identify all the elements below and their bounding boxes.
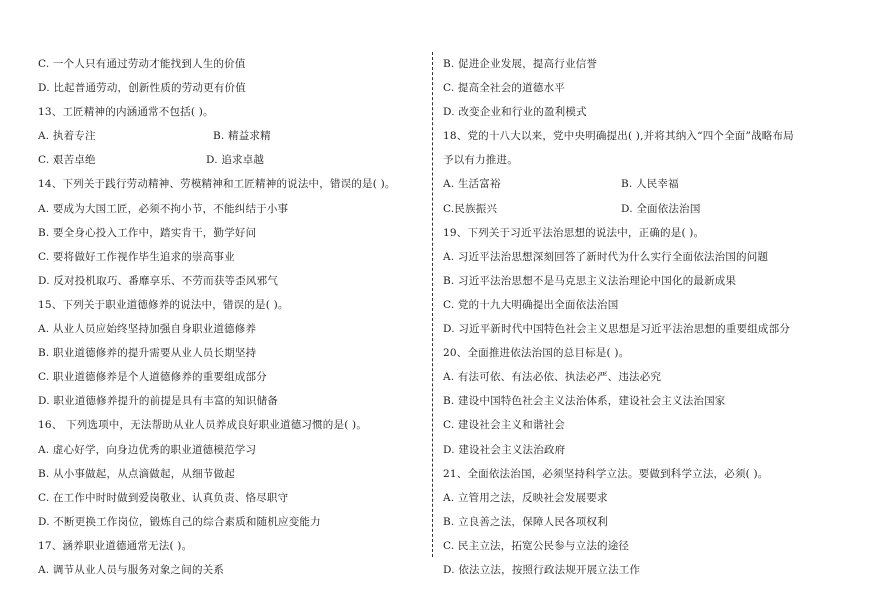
question-15: 15、下列关于职业道德修养的说法中，错误的是( )。 bbox=[38, 298, 289, 311]
option-c: C. 艰苦卓绝 bbox=[38, 154, 96, 167]
left-column bbox=[38, 52, 423, 582]
option-line: A. 从业人员应始终坚持加强自身职业道德修养 bbox=[38, 323, 257, 336]
option-line: B. 建设中国特色社会主义法治体系，建设社会主义法治国家 bbox=[443, 395, 726, 408]
option-line: D. 改变企业和行业的盈利模式 bbox=[443, 106, 587, 119]
option-line: C. 一个人只有通过劳动才能找到人生的价值 bbox=[38, 58, 246, 70]
option-line: C. 在工作中时时做到爱岗敬业、认真负责、恪尽职守 bbox=[38, 491, 289, 504]
question-20: 20、全面推进依法治国的总目标是( )。 bbox=[443, 347, 630, 360]
question-13: 13、工匠精神的内涵通常不包括( )。 bbox=[38, 106, 214, 119]
option-d: D. 追求卓越 bbox=[206, 154, 265, 167]
option-line: C. 建设社会主义和谐社会 bbox=[443, 419, 565, 432]
option-line: D. 比起普通劳动，创新性质的劳动更有价值 bbox=[38, 82, 246, 95]
question-17: 17、涵养职业道德通常无法( )。 bbox=[38, 539, 193, 552]
option-line: B. 职业道德修养的提升需要从业人员长期坚持 bbox=[38, 347, 257, 360]
option-pair bbox=[38, 148, 423, 172]
option-pair bbox=[38, 124, 423, 148]
option-line: C. 党的十九大明确提出全面依法治国 bbox=[443, 298, 619, 311]
option-line: B. 促进企业发展，提高行业信誉 bbox=[443, 58, 598, 70]
option-line: C. 要将做好工作视作毕生追求的崇高事业 bbox=[38, 250, 235, 263]
option-line: B. 习近平法治思想不是马克思主义法治理论中国化的最新成果 bbox=[443, 274, 737, 287]
option-line: D. 反对投机取巧、番靡享乐、不劳而获等歪风邪气 bbox=[38, 274, 279, 287]
option-line: D. 依法立法，按照行政法规开展立法工作 bbox=[443, 563, 641, 576]
option-line: C. 提高全社会的道德水平 bbox=[443, 82, 565, 95]
option-line: A. 习近平法治思想深刻回答了新时代为什么实行全面依法治国的问题 bbox=[443, 250, 769, 263]
option-line: D. 职业道德修养提升的前提是具有丰富的知识储备 bbox=[38, 395, 279, 408]
option-line: B. 立良善之法，保障人民各项权利 bbox=[443, 515, 608, 528]
option-line: C. 职业道德修养是个人道德修养的重要组成部分 bbox=[38, 371, 267, 384]
question-18-continued: 予以有力推进。 bbox=[443, 154, 518, 167]
option-pair bbox=[443, 172, 843, 196]
option-pair bbox=[443, 197, 843, 221]
option-line: B. 从小事做起，从点滴做起，从细节做起 bbox=[38, 467, 235, 480]
option-a: A. 生活富裕 bbox=[443, 178, 501, 191]
option-line: B. 要全身心投入工作中，踏实肯干，勤学好问 bbox=[38, 226, 257, 239]
question-16: 16、 下列选项中，无法帮助从业人员养成良好职业道德习惯的是( )。 bbox=[38, 419, 368, 432]
option-a: A. 执着专注 bbox=[38, 130, 96, 143]
question-21: 21、全面依法治国，必须坚持科学立法。要做到科学立法，必须( )。 bbox=[443, 467, 769, 480]
option-line: D. 不断更换工作岗位，锻炼自己的综合素质和随机应变能力 bbox=[38, 515, 321, 528]
option-b: B. 精益求精 bbox=[213, 130, 271, 143]
question-14: 14、下列关于践行劳动精神、劳模精神和工匠精神的说法中，错误的是( )。 bbox=[38, 178, 396, 191]
question-19: 19、下列关于习近平法治思想的说法中，正确的是( )。 bbox=[443, 226, 705, 239]
option-b: B. 人民幸福 bbox=[621, 178, 679, 191]
option-d: D. 全面依法治国 bbox=[621, 202, 701, 215]
option-line: A. 调节从业人员与服务对象之间的关系 bbox=[38, 563, 225, 576]
option-c: C.民族振兴 bbox=[443, 202, 498, 215]
option-line: A. 虚心好学，向身边优秀的职业道德模范学习 bbox=[38, 443, 257, 456]
option-line: D. 建设社会主义法治政府 bbox=[443, 443, 566, 456]
option-line: A. 要成为大国工匠，必须不拘小节，不能纠结于小事 bbox=[38, 202, 289, 215]
column-divider bbox=[432, 52, 433, 557]
option-line: A. 立管用之法，反映社会发展要求 bbox=[443, 491, 608, 504]
option-line: C. 民主立法，拓宽公民参与立法的途径 bbox=[443, 539, 630, 552]
right-column bbox=[443, 52, 843, 582]
option-line: A. 有法可依、有法必依、执法必严、违法必究 bbox=[443, 371, 662, 384]
question-18: 18、党的十八大以来，党中央明确提出( ),并将其纳入“四个全面”战略布局 bbox=[443, 130, 794, 143]
option-line: D. 习近平新时代中国特色社会主义思想是习近平法治思想的重要组成部分 bbox=[443, 323, 791, 336]
